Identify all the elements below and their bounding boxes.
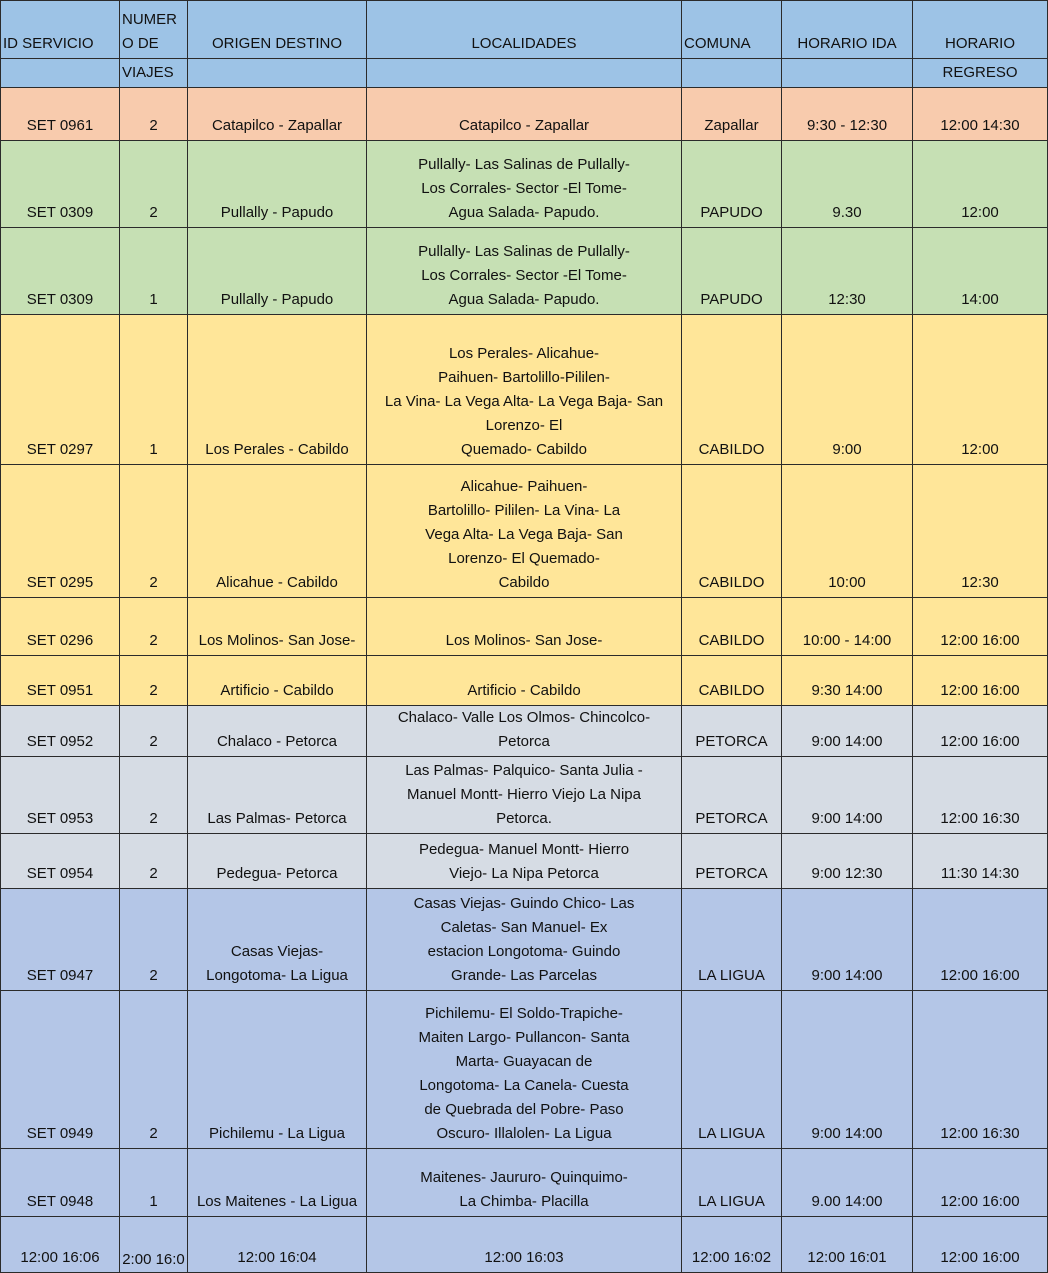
cell-ida: 9:00 12:30: [782, 834, 913, 889]
header-numero-line2: O DE: [122, 35, 159, 52]
header-regreso: HORARIO: [913, 1, 1048, 59]
cell-comuna: CABILDO: [682, 656, 782, 706]
localidades-line: Paihuen- Bartolillo-Pililen-: [438, 369, 610, 386]
localidades-line: Catapilco - Zapallar: [458, 117, 590, 134]
cell-comuna: PETORCA: [682, 757, 782, 834]
localidades-line: Petorca.: [496, 810, 552, 827]
localidades-line: Los Perales- Alicahue-: [448, 345, 600, 362]
header-row-2: [1, 59, 1048, 88]
localidades-line: La Vina- La Vega Alta- La Vega Baja- San: [384, 393, 664, 410]
cell-ida: 9.00 14:00: [782, 1149, 913, 1217]
cell-origen: Los Molinos- San Jose-: [188, 598, 367, 656]
cell-origen: [188, 889, 367, 991]
cell-origen: Los Maitenes - La Ligua: [188, 1149, 367, 1217]
cell-localidades: [367, 141, 682, 228]
cell-id: SET 0297: [1, 315, 120, 465]
cell-ida: 10:00 - 14:00: [782, 598, 913, 656]
header-numero-line3: VIAJES: [120, 59, 188, 88]
localidades-line: Chalaco- Valle Los Olmos- Chincolco-: [397, 709, 651, 726]
localidades-line: Cabildo: [498, 574, 550, 591]
cell-viajes: 2: [120, 889, 188, 991]
cell-comuna: PAPUDO: [682, 141, 782, 228]
table-row: [1, 141, 1048, 228]
cell-comuna: Zapallar: [682, 88, 782, 141]
cell-localidades: [367, 598, 682, 656]
cell-localidades: [367, 228, 682, 315]
cell-viajes: 1: [120, 315, 188, 465]
footer-viajes: 2:00 16:0: [120, 1217, 188, 1273]
cell-localidades: [367, 834, 682, 889]
cell-viajes: 2: [120, 706, 188, 757]
cell-regreso: 12:00 16:00: [913, 706, 1048, 757]
cell-id: SET 0952: [1, 706, 120, 757]
cell-origen: Artificio - Cabildo: [188, 656, 367, 706]
cell-origen: Pullally - Papudo: [188, 141, 367, 228]
footer-row: [1, 1217, 1048, 1273]
origen-line: Casas Viejas-: [230, 943, 324, 960]
cell-comuna: CABILDO: [682, 598, 782, 656]
footer-origen: 12:00 16:04: [188, 1217, 367, 1273]
cell-origen: Alicahue - Cabildo: [188, 465, 367, 598]
cell-localidades: [367, 757, 682, 834]
cell-localidades: [367, 88, 682, 141]
cell-viajes: 1: [120, 1149, 188, 1217]
localidades-line: Viejo- La Nipa Petorca: [449, 865, 599, 882]
cell-origen: Las Palmas- Petorca: [188, 757, 367, 834]
header-localidades-cont: [367, 59, 682, 88]
table-row: [1, 228, 1048, 315]
cell-ida: 9:00 14:00: [782, 991, 913, 1149]
localidades-line: Bartolillo- Pililen- La Vina- La: [427, 502, 621, 519]
origen-line: Longotoma- La Ligua: [206, 967, 348, 984]
cell-comuna: LA LIGUA: [682, 889, 782, 991]
footer-comuna: 12:00 16:02: [682, 1217, 782, 1273]
header-id: ID SERVICIO: [1, 1, 120, 59]
footer-regreso: 12:00 16:00: [913, 1217, 1048, 1273]
cell-regreso: 12:00 16:00: [913, 889, 1048, 991]
table-row: [1, 757, 1048, 834]
cell-viajes: 2: [120, 834, 188, 889]
cell-comuna: LA LIGUA: [682, 1149, 782, 1217]
localidades-line: Pullally- Las Salinas de Pullally-: [418, 156, 630, 173]
cell-ida: 10:00: [782, 465, 913, 598]
localidades-line: Caletas- San Manuel- Ex: [440, 919, 608, 936]
localidades-line: Pichilemu- El Soldo-Trapiche-: [425, 1005, 623, 1022]
cell-id: SET 0948: [1, 1149, 120, 1217]
cell-ida: 9:30 14:00: [782, 656, 913, 706]
table-row: [1, 706, 1048, 757]
cell-comuna: CABILDO: [682, 315, 782, 465]
localidades-line: Pedegua- Manuel Montt- Hierro: [418, 841, 630, 858]
table-row: [1, 315, 1048, 465]
table-row: [1, 598, 1048, 656]
localidades-line: Artificio - Cabildo: [467, 682, 581, 699]
localidades-line: Grande- Las Parcelas: [451, 967, 597, 984]
table-row: [1, 834, 1048, 889]
header-ida-cont: [782, 59, 913, 88]
cell-id: SET 0309: [1, 228, 120, 315]
cell-comuna: PETORCA: [682, 706, 782, 757]
cell-regreso: 12:00 16:00: [913, 656, 1048, 706]
header-ida: HORARIO IDA: [782, 1, 913, 59]
cell-id: SET 0296: [1, 598, 120, 656]
localidades-line: Los Molinos- San Jose-: [445, 632, 603, 649]
header-regreso-line2: REGRESO: [913, 59, 1048, 88]
cell-id: SET 0961: [1, 88, 120, 141]
cell-origen: Pedegua- Petorca: [188, 834, 367, 889]
localidades-line: estacion Longotoma- Guindo: [427, 943, 621, 960]
localidades-line: Casas Viejas- Guindo Chico- Las: [413, 895, 635, 912]
cell-localidades: [367, 706, 682, 757]
header-localidades: LOCALIDADES: [367, 1, 682, 59]
cell-localidades: [367, 889, 682, 991]
table-row: [1, 656, 1048, 706]
localidades-line: de Quebrada del Pobre- Paso: [424, 1101, 624, 1118]
cell-viajes: 2: [120, 88, 188, 141]
localidades-line: Agua Salada- Papudo.: [448, 204, 600, 221]
cell-ida: 9:00 14:00: [782, 757, 913, 834]
localidades-line: Marta- Guayacan de: [455, 1053, 593, 1070]
header-comuna-cont: [682, 59, 782, 88]
cell-viajes: 2: [120, 465, 188, 598]
cell-ida: 9.30: [782, 141, 913, 228]
localidades-line: Los Corrales- Sector -El Tome-: [421, 180, 627, 197]
cell-regreso: 12:00: [913, 141, 1048, 228]
cell-origen: Los Perales - Cabildo: [188, 315, 367, 465]
table-row: [1, 465, 1048, 598]
cell-ida: 9:00: [782, 315, 913, 465]
localidades-line: Lorenzo- El Quemado-: [448, 550, 600, 567]
cell-regreso: 12:00 14:30: [913, 88, 1048, 141]
cell-regreso: 12:00 16:30: [913, 757, 1048, 834]
cell-origen: Chalaco - Petorca: [188, 706, 367, 757]
table-row: [1, 1149, 1048, 1217]
header-row: [1, 1, 1048, 59]
cell-regreso: 14:00: [913, 228, 1048, 315]
cell-regreso: 12:00 16:30: [913, 991, 1048, 1149]
cell-localidades: [367, 656, 682, 706]
cell-origen: Pullally - Papudo: [188, 228, 367, 315]
localidades-line: Petorca: [498, 733, 550, 750]
localidades-line: Maiten Largo- Pullancon- Santa: [418, 1029, 630, 1046]
cell-regreso: 12:00: [913, 315, 1048, 465]
localidades-line: Alicahue- Paihuen-: [460, 478, 588, 495]
cell-localidades: [367, 315, 682, 465]
localidades-line: Los Corrales- Sector -El Tome-: [421, 267, 627, 284]
localidades-line: Maitenes- Jaururo- Quinquimo-: [420, 1169, 628, 1186]
cell-id: SET 0947: [1, 889, 120, 991]
cell-comuna: CABILDO: [682, 465, 782, 598]
footer-id: 12:00 16:06: [1, 1217, 120, 1273]
table-row: [1, 991, 1048, 1149]
header-numero: [120, 1, 188, 59]
cell-regreso: 12:00 16:00: [913, 1149, 1048, 1217]
cell-origen: Catapilco - Zapallar: [188, 88, 367, 141]
footer-localidades: 12:00 16:03: [367, 1217, 682, 1273]
cell-viajes: 2: [120, 598, 188, 656]
cell-id: SET 0949: [1, 991, 120, 1149]
cell-viajes: 2: [120, 656, 188, 706]
localidades-line: Vega Alta- La Vega Baja- San: [425, 526, 623, 543]
cell-regreso: 12:00 16:00: [913, 598, 1048, 656]
cell-ida: 12:30: [782, 228, 913, 315]
table-row: [1, 88, 1048, 141]
cell-viajes: 2: [120, 757, 188, 834]
localidades-line: Lorenzo- El: [485, 417, 563, 434]
cell-regreso: 11:30 14:30: [913, 834, 1048, 889]
cell-localidades: [367, 465, 682, 598]
localidades-line: Las Palmas- Palquico- Santa Julia -: [405, 762, 643, 779]
cell-id: SET 0309: [1, 141, 120, 228]
cell-regreso: 12:30: [913, 465, 1048, 598]
localidades-line: La Chimba- Placilla: [459, 1193, 589, 1210]
localidades-line: Agua Salada- Papudo.: [448, 291, 600, 308]
localidades-line: Manuel Montt- Hierro Viejo La Nipa: [406, 786, 641, 803]
cell-origen: Pichilemu - La Ligua: [188, 991, 367, 1149]
footer-ida: 12:00 16:01: [782, 1217, 913, 1273]
cell-id: SET 0954: [1, 834, 120, 889]
cell-comuna: LA LIGUA: [682, 991, 782, 1149]
cell-id: SET 0953: [1, 757, 120, 834]
cell-id: SET 0951: [1, 656, 120, 706]
header-comuna: COMUNA: [682, 1, 782, 59]
cell-comuna: PETORCA: [682, 834, 782, 889]
cell-localidades: [367, 991, 682, 1149]
header-numero-line1: NUMER: [122, 11, 177, 28]
localidades-line: Longotoma- La Canela- Cuesta: [419, 1077, 629, 1094]
cell-localidades: [367, 1149, 682, 1217]
cell-ida: 9:00 14:00: [782, 706, 913, 757]
localidades-line: Pullally- Las Salinas de Pullally-: [418, 243, 630, 260]
cell-comuna: PAPUDO: [682, 228, 782, 315]
cell-viajes: 1: [120, 228, 188, 315]
header-id-cont: [1, 59, 120, 88]
localidades-line: Oscuro- Illalolen- La Ligua: [436, 1125, 612, 1142]
cell-viajes: 2: [120, 991, 188, 1149]
header-origen: ORIGEN DESTINO: [188, 1, 367, 59]
table-row: [1, 889, 1048, 991]
header-origen-cont: [188, 59, 367, 88]
localidades-line: Quemado- Cabildo: [461, 441, 587, 458]
cell-ida: 9:30 - 12:30: [782, 88, 913, 141]
cell-id: SET 0295: [1, 465, 120, 598]
cell-viajes: 2: [120, 141, 188, 228]
cell-ida: 9:00 14:00: [782, 889, 913, 991]
